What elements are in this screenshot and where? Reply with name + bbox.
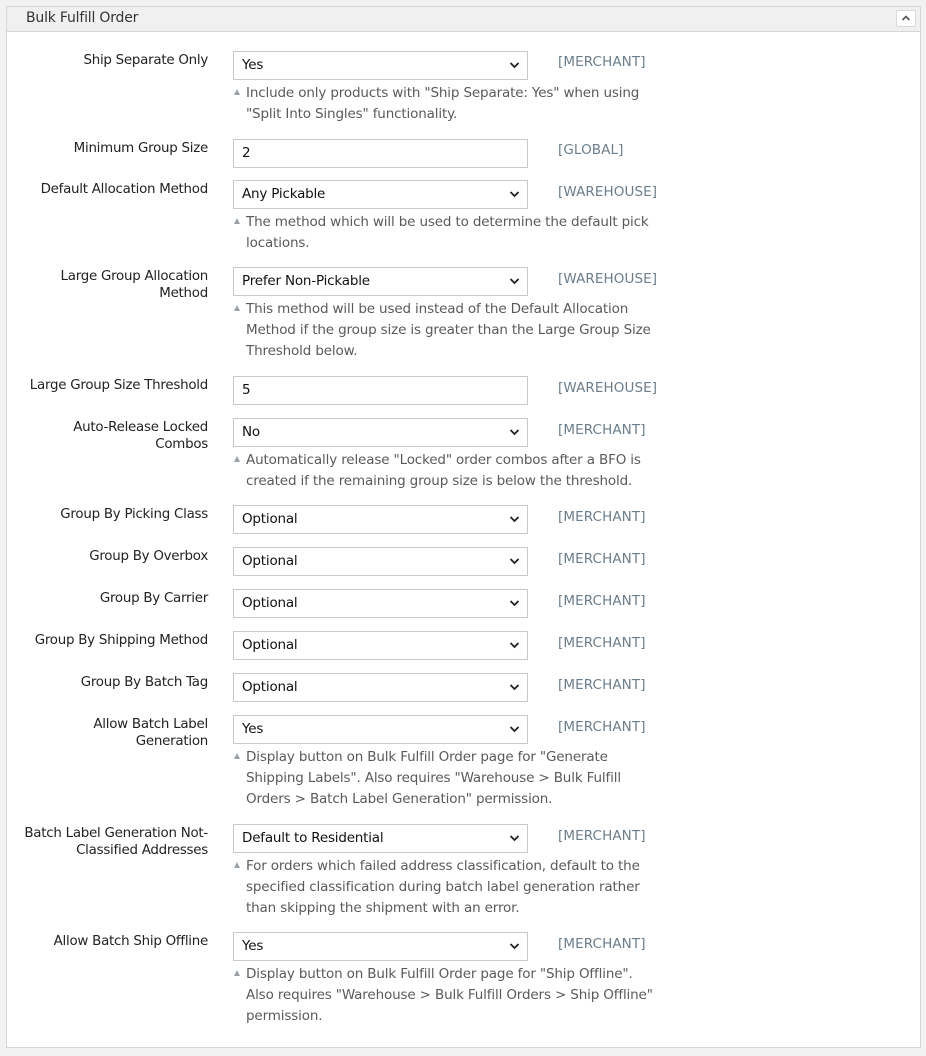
hint-text: Display button on Bulk Fulfill Order page for "Generate Shipping Labels". Also requires "Warehouse > Bulk Fulfill Orders > Batch Label Generation" permission. [246,749,621,807]
setting-hint [234,212,654,254]
select-value: Any Pickable [242,186,326,202]
hint-text: The method which will be used to determine the default pick locations. [246,214,649,251]
setting-hint [234,299,654,362]
hint-text: Include only products with "Ship Separate: Yes" when using "Split Into Singles" functionality. [246,85,640,122]
auto-release-locked-combos-select[interactable] [233,418,528,447]
chevron-down-icon [509,190,520,198]
setting-hint [234,747,654,810]
allow-batch-label-generation-select[interactable] [233,715,528,744]
scope-badge: [GLOBAL] [558,142,624,158]
select-value: Default to Residential [242,830,384,846]
chevron-down-icon [509,683,520,691]
minimum-group-size-input[interactable] [233,139,528,168]
setting-label: Group By Picking Class [60,507,208,522]
scope-badge: [WAREHOUSE] [558,184,658,200]
hint-arrow-icon [234,862,240,868]
select-value: Optional [242,595,298,611]
setting-hint [234,450,654,492]
input-value: 5 [242,382,251,398]
scope-badge: [MERCHANT] [558,828,646,844]
setting-label: Group By Overbox [89,549,208,564]
group-by-carrier-select[interactable] [233,589,528,618]
scope-badge: [MERCHANT] [558,593,646,609]
allow-batch-ship-offline-select[interactable] [233,932,528,961]
large-group-size-threshold-input[interactable] [233,376,528,405]
large-group-allocation-method-select[interactable] [233,267,528,296]
scope-badge: [WAREHOUSE] [558,380,658,396]
panel-header [7,7,920,32]
chevron-down-icon [509,725,520,733]
setting-label: Allow Batch Label Generation [93,717,208,749]
chevron-down-icon [509,515,520,523]
scope-badge: [MERCHANT] [558,422,646,438]
select-value: Optional [242,679,298,695]
select-value: Yes [242,721,264,737]
hint-arrow-icon [234,305,240,311]
chevron-down-icon [509,599,520,607]
scope-badge: [MERCHANT] [558,936,646,952]
setting-label: Allow Batch Ship Offline [53,934,208,949]
hint-arrow-icon [234,218,240,224]
hint-arrow-icon [234,89,240,95]
chevron-down-icon [509,277,520,285]
setting-label: Large Group Allocation Method [60,269,208,301]
group-by-shipping-method-select[interactable] [233,631,528,660]
setting-label: Default Allocation Method [40,182,208,197]
group-by-picking-class-select[interactable] [233,505,528,534]
scope-badge: [MERCHANT] [558,635,646,651]
setting-label: Minimum Group Size [73,141,208,156]
chevron-down-icon [509,641,520,649]
setting-label: Batch Label Generation Not-Classified Addresses [24,826,208,858]
hint-arrow-icon [234,970,240,976]
hint-arrow-icon [234,753,240,759]
setting-hint [234,964,654,1027]
scope-badge: [MERCHANT] [558,551,646,567]
chevron-up-icon [901,14,911,22]
setting-label: Group By Carrier [99,591,208,606]
hint-text: Display button on Bulk Fulfill Order page for "Ship Offline". Also requires "Warehouse > Bulk Fulfill Orders > Ship Offline" permission. [246,966,653,1024]
scope-badge: [MERCHANT] [558,719,646,735]
select-value: Yes [242,938,264,954]
ship-separate-only-select[interactable] [233,51,528,80]
select-value: Optional [242,553,298,569]
select-value: No [242,424,260,440]
select-value: Optional [242,637,298,653]
setting-label: Group By Shipping Method [34,633,208,648]
setting-hint [234,83,654,125]
input-value: 2 [242,145,251,161]
group-by-overbox-select[interactable] [233,547,528,576]
hint-text: This method will be used instead of the Default Allocation Method if the group size is greater than the Large Group Size Threshold below. [246,301,651,359]
hint-arrow-icon [234,456,240,462]
scope-badge: [MERCHANT] [558,54,646,70]
setting-label: Ship Separate Only [83,53,208,68]
hint-text: Automatically release "Locked" order combos after a BFO is created if the remaining group size is below the threshold. [246,452,641,489]
chevron-down-icon [509,834,520,842]
group-by-batch-tag-select[interactable] [233,673,528,702]
hint-text: For orders which failed address classification, default to the specified classification during batch label generation rather than skipping the shipment with an error. [246,858,640,916]
bulk-fulfill-order-panel [6,6,921,1048]
scope-badge: [WAREHOUSE] [558,271,658,287]
setting-label: Group By Batch Tag [80,675,208,690]
chevron-down-icon [509,557,520,565]
scope-badge: [MERCHANT] [558,677,646,693]
setting-hint [234,856,654,919]
chevron-down-icon [509,428,520,436]
not-classified-addresses-select[interactable] [233,824,528,853]
collapse-button[interactable] [896,10,916,27]
setting-label: Auto-Release Locked Combos [73,420,208,452]
setting-label: Large Group Size Threshold [29,378,208,393]
chevron-down-icon [509,942,520,950]
scope-badge: [MERCHANT] [558,509,646,525]
chevron-down-icon [509,61,520,69]
default-allocation-method-select[interactable] [233,180,528,209]
panel-title: Bulk Fulfill Order [26,10,139,26]
select-value: Prefer Non-Pickable [242,273,370,289]
select-value: Optional [242,511,298,527]
select-value: Yes [242,57,264,73]
